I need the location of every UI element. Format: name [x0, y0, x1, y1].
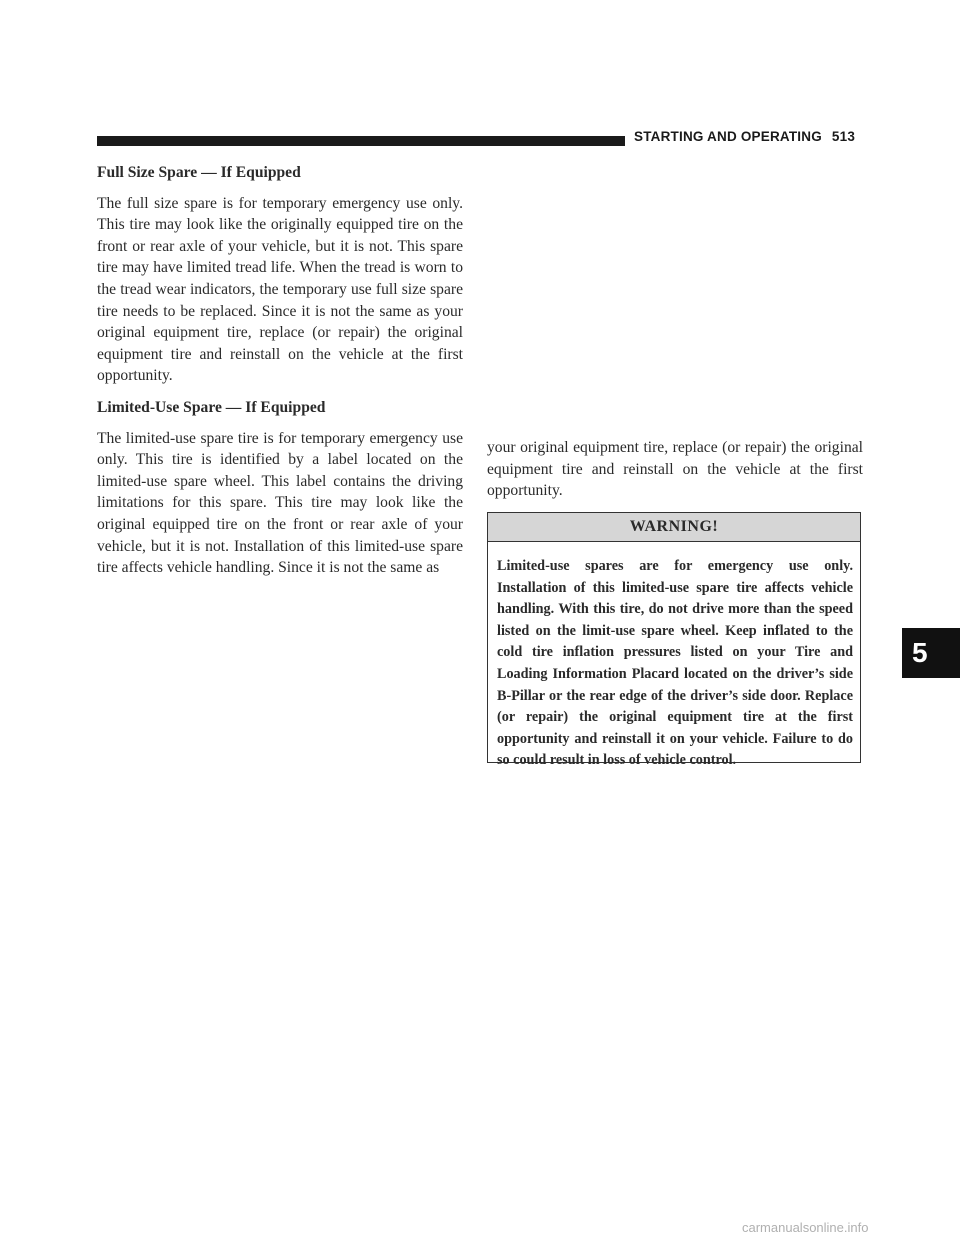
warning-title: WARNING!: [488, 513, 860, 542]
continued-paragraph: your original equipment tire, replace (or repair) the original equipment tire and reinstall on the vehicle at the first opportunity.: [487, 439, 863, 500]
limited-use-spare-paragraph: The limited-use spare tire is for temporary emergency use only. This tire is identified by a label located on the limited-use spare wheel. This label contains the driving limitations for this spare. This tire may look like the original equipped tire on the front or rear axle of your vehicle, but it is not. Installation of this limited-use spare tire affects vehicle handling. Since it is not the same as: [97, 429, 463, 577]
watermark: carmanualsonline.info: [742, 1220, 869, 1235]
left-column: [97, 162, 463, 589]
warning-body: Limited-use spares are for emergency use only. Installation of this limited-use spare tire affects vehicle handling. With this tire, do not drive more than the speed listed on the limit-use spare wheel. Keep inflated to the cold tire inflation pressures listed on your Tire and Loading Information Placard located on the driver’s side B-Pillar or the rear edge of the driver’s side door. Replace (or repair) the original equipment tire at the first opportunity and reinstall it on your vehicle. Failure to do so could result in loss of vehicle control.: [497, 558, 853, 769]
running-header: [634, 129, 855, 144]
limited-use-spare-heading: Limited-Use Spare — If Equipped: [97, 398, 326, 416]
warning-box: [487, 512, 861, 769]
header-section-title: STARTING AND OPERATING: [634, 129, 822, 144]
chapter-tab: 5: [902, 628, 960, 678]
page-number: 513: [831, 129, 856, 144]
full-size-spare-paragraph: The full size spare is for temporary emergency use only. This tire may look like the originally equipped tire on the front or rear axle of your vehicle, but it is not. This spare tire may have limited tread life. When the tread is worn to the tread wear indicators, the temporary use full size spare tire needs to be replaced. Since it is not the same as your original equipment tire, replace (or repair) the original equipment tire and reinstall on the vehicle at the first opportunity.: [97, 194, 463, 385]
header-rule: [97, 136, 625, 146]
full-size-spare-heading: Full Size Spare — If Equipped: [97, 164, 301, 181]
